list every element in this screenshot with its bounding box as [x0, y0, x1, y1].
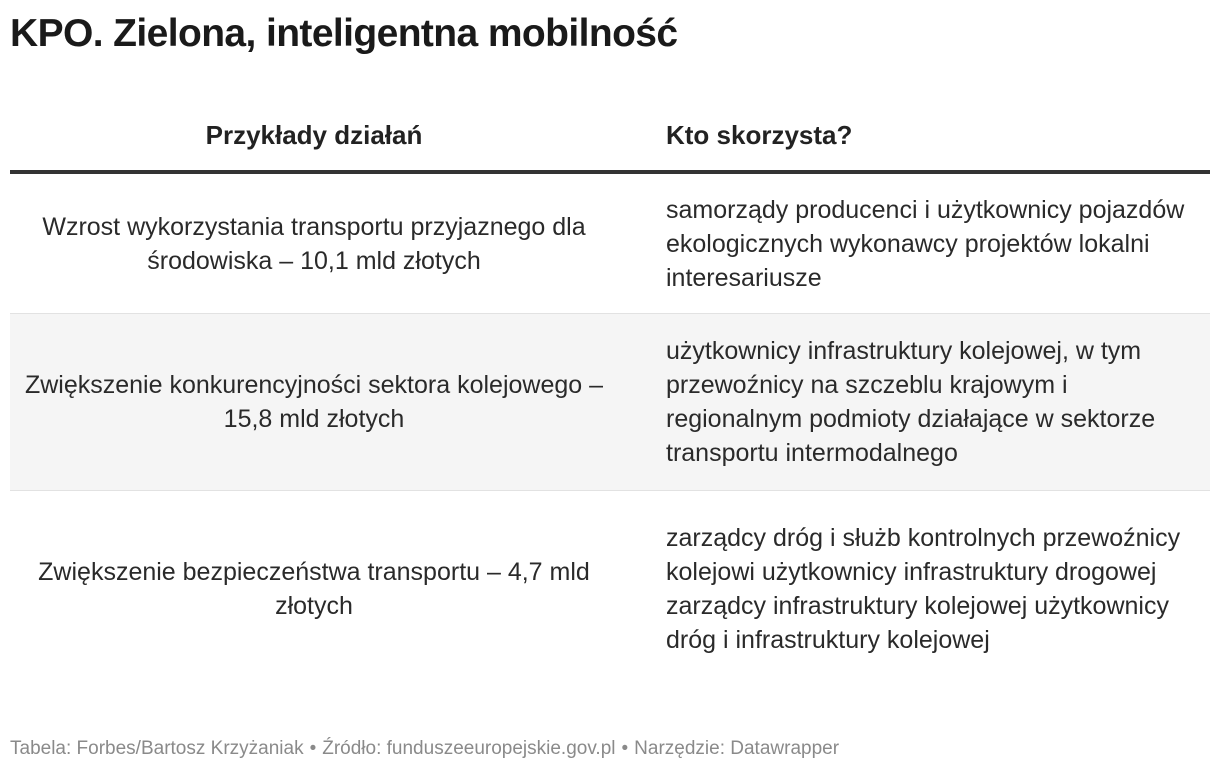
- beneficiaries-cell: użytkownicy infrastruktury kolejowej, w tym przewoźnicy na szczeblu krajowym i regionalnym podmioty działające w sektorze transportu intermodalnego: [666, 337, 1156, 467]
- table-header: [10, 100, 1210, 174]
- page-title: KPO. Zielona, inteligentna mobilność: [10, 12, 678, 55]
- footer-separator: •: [309, 738, 317, 759]
- action-cell: Zwiększenie bezpieczeństwa transportu – 4,7 mld złotych: [38, 558, 590, 620]
- column-header-beneficiaries: Kto skorzysta?: [666, 119, 853, 150]
- footer-credit: Tabela: Forbes/Bartosz Krzyżaniak: [10, 738, 304, 759]
- footer-note: [10, 738, 839, 760]
- beneficiaries-cell: samorządy producenci i użytkownicy pojazdów ekologicznych wykonawcy projektów lokalni interesariusze: [666, 195, 1185, 292]
- table-row: [10, 314, 1210, 491]
- table-row: [10, 174, 1210, 314]
- column-header-actions: Przykłady działań: [205, 119, 423, 150]
- data-table: [10, 100, 1210, 687]
- beneficiaries-cell: zarządcy dróg i służb kontrolnych przewoźnicy kolejowi użytkownicy infrastruktury drogowej zarządcy infrastruktury kolejowej użytkownicy dróg i infrastruktury kolejowej: [666, 524, 1181, 654]
- action-cell: Wzrost wykorzystania transportu przyjaznego dla środowiska – 10,1 mld złotych: [42, 212, 586, 275]
- footer-separator: •: [621, 738, 629, 759]
- footer-source: Źródło: funduszeeuropejskie.gov.pl: [322, 738, 616, 759]
- action-cell: Zwiększenie konkurencyjności sektora kolejowego – 15,8 mld złotych: [24, 371, 604, 433]
- footer-tool: Narzędzie: Datawrapper: [634, 738, 840, 759]
- table-row: [10, 491, 1210, 687]
